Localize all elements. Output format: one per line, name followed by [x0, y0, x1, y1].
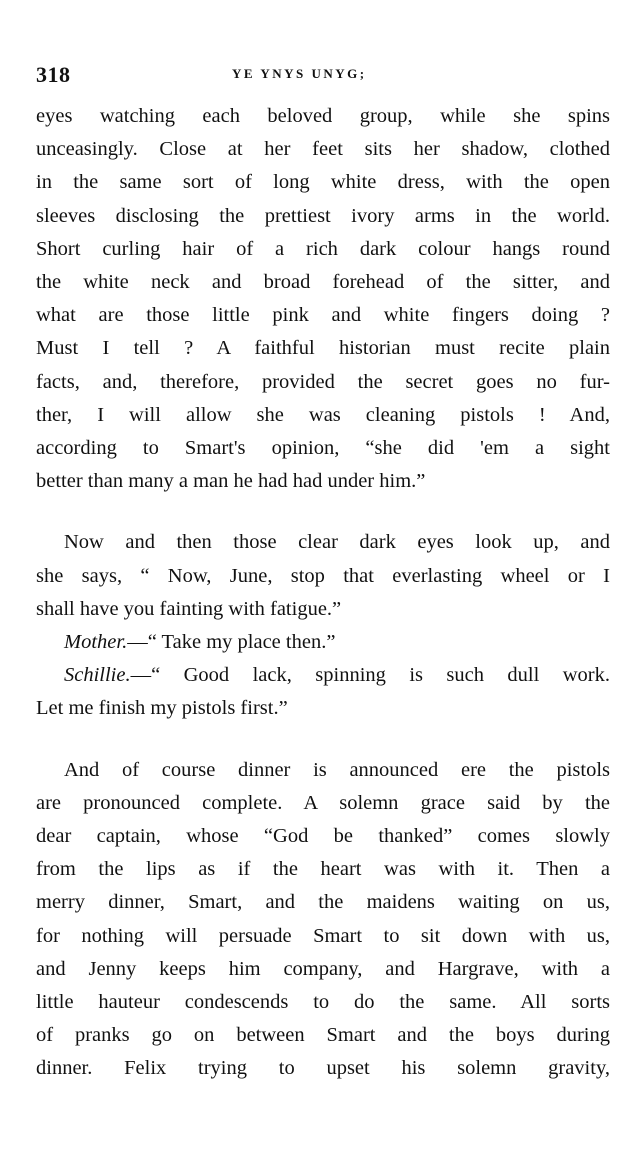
- running-title: YE YNYS UNYG;: [232, 66, 367, 81]
- text-line: merry dinner, Smart, and the maidens waiting on us,: [36, 891, 610, 914]
- text-line: ther, I will allow she was cleaning pistols ! And,: [36, 403, 610, 426]
- speaker-schillie: Schillie.: [64, 664, 131, 687]
- text-line: for nothing will persuade Smart to sit down with us,: [36, 924, 610, 947]
- text-line: dear captain, whose “God be thanked” comes slowly: [36, 825, 610, 848]
- text-line: are pronounced complete. A solemn grace said by the: [36, 791, 610, 814]
- text-line: Now and then those clear dark eyes look up, and: [64, 531, 610, 554]
- text-line: shall have you fainting with fatigue.”: [36, 597, 342, 620]
- text-line: from the lips as if the heart was with it. Then a: [36, 858, 610, 881]
- text-line: of pranks go on between Smart and the boys during: [36, 1024, 610, 1047]
- text-line: sleeves disclosing the prettiest ivory arms in the world.: [36, 204, 610, 227]
- text-line: dinner. Felix trying to upset his solemn gravity,: [36, 1057, 610, 1080]
- text-line: Let me finish my pistols first.”: [36, 697, 288, 720]
- text-line: better than many a man he had had under him.”: [36, 470, 426, 493]
- text-line: according to Smart's opinion, “she did 'em a sight: [36, 437, 610, 460]
- speaker-mother: Mother.: [64, 631, 128, 654]
- text-line: And of course dinner is announced ere the pistols: [64, 758, 610, 781]
- text-line: facts, and, therefore, provided the secret goes no fur-: [36, 370, 610, 393]
- text-line: what are those little pink and white fingers doing ?: [36, 304, 610, 327]
- text-line: eyes watching each beloved group, while she spins: [36, 105, 610, 127]
- schillie-speech: —“ Good lack, spinning is such dull work.: [130, 664, 610, 687]
- text-line: the white neck and broad forehead of the sitter, and: [36, 271, 610, 294]
- text-line: little hauteur condescends to do the same. All sorts: [36, 991, 610, 1014]
- page-header: [36, 52, 610, 92]
- text-line: in the same sort of long white dress, with the open: [36, 171, 610, 194]
- paragraph-3: [36, 754, 610, 1086]
- book-page: [36, 52, 610, 1086]
- text-line: and Jenny keeps him company, and Hargrave, with a: [36, 957, 610, 980]
- dialogue-line-mother: [36, 626, 610, 659]
- text-line: Must I tell ? A faithful historian must recite plain: [36, 337, 610, 360]
- dialogue-line-schillie: [36, 659, 610, 692]
- paragraph-1: [36, 100, 610, 498]
- text-line: unceasingly. Close at her feet sits her shadow, clothed: [36, 138, 610, 161]
- paragraph-2: [36, 526, 610, 725]
- text-line: Short curling hair of a rich dark colour hangs round: [36, 237, 610, 260]
- mother-speech: —“ Take my place then.”: [127, 631, 336, 654]
- page-number: 318: [36, 62, 71, 87]
- text-line: she says, “ Now, June, stop that everlasting wheel or I: [36, 564, 610, 587]
